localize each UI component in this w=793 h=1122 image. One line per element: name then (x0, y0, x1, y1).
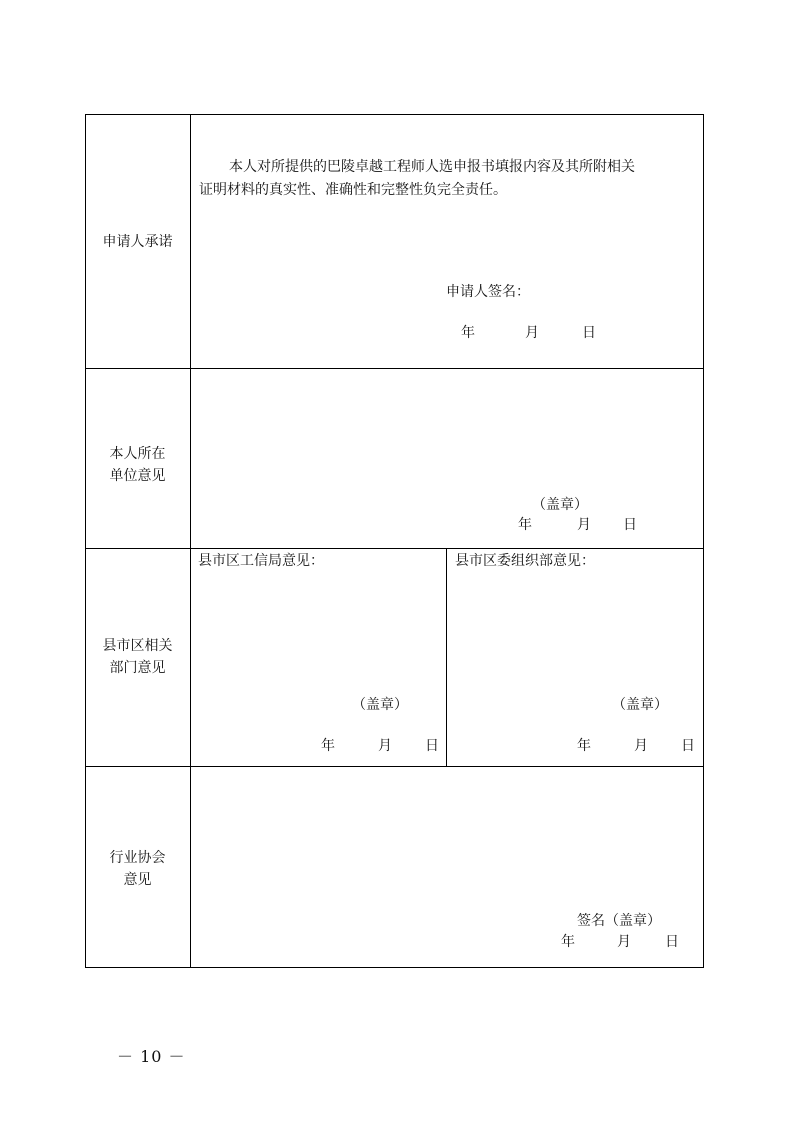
association-signature-seal: 签名（盖章） (577, 913, 661, 929)
association-date-month: 月 (617, 934, 631, 950)
table-border-bottom (85, 967, 704, 968)
association-date-year: 年 (561, 934, 575, 950)
employer-opinion-label-line-1: 本人所在 (109, 446, 166, 462)
table-border-right (703, 114, 704, 968)
industry-bureau-seal: （盖章） (352, 697, 408, 713)
organization-department-date-month: 月 (634, 738, 648, 754)
department-column-divider (446, 548, 447, 767)
applicant-pledge-label: 申请人承诺 (102, 234, 173, 250)
pledge-date-year: 年 (461, 325, 475, 341)
employer-date-day: 日 (623, 517, 637, 533)
row-divider-2 (85, 548, 704, 549)
employer-opinion-label-line-2: 单位意见 (109, 468, 166, 484)
organization-department-date-year: 年 (577, 738, 591, 754)
row-divider-3 (85, 766, 704, 767)
county-departments-label-line-1: 县市区相关 (102, 638, 173, 654)
organization-department-seal: （盖章） (612, 697, 668, 713)
pledge-date-day: 日 (582, 325, 596, 341)
employer-date-month: 月 (577, 517, 591, 533)
label-column-divider (190, 114, 191, 968)
table-border-top (85, 114, 704, 115)
pledge-date-month: 月 (525, 325, 539, 341)
page-number: － 10 － (117, 1047, 186, 1066)
employer-date-year: 年 (518, 517, 532, 533)
association-date-day: 日 (665, 934, 679, 950)
row-divider-1 (85, 368, 704, 369)
industry-bureau-date-month: 月 (378, 738, 392, 754)
county-departments-label-line-2: 部门意见 (109, 660, 166, 676)
pledge-statement-line-2: 证明材料的真实性、准确性和完整性负完全责任。 (199, 182, 507, 198)
industry-bureau-date-year: 年 (321, 738, 335, 754)
pledge-statement-line-1: 本人对所提供的巴陵卓越工程师人选申报书填报内容及其所附相关 (229, 159, 635, 175)
industry-bureau-date-day: 日 (425, 738, 439, 754)
industry-bureau-opinion-title: 县市区工信局意见： (198, 553, 324, 569)
industry-association-label-line-2: 意见 (123, 872, 152, 888)
applicant-signature-label: 申请人签名： (446, 284, 530, 300)
opinion-form-table (85, 114, 704, 968)
employer-seal: （盖章） (532, 497, 588, 513)
organization-department-date-day: 日 (681, 738, 695, 754)
industry-association-label-line-1: 行业协会 (109, 850, 166, 866)
organization-department-opinion-title: 县市区委组织部意见： (455, 553, 595, 569)
